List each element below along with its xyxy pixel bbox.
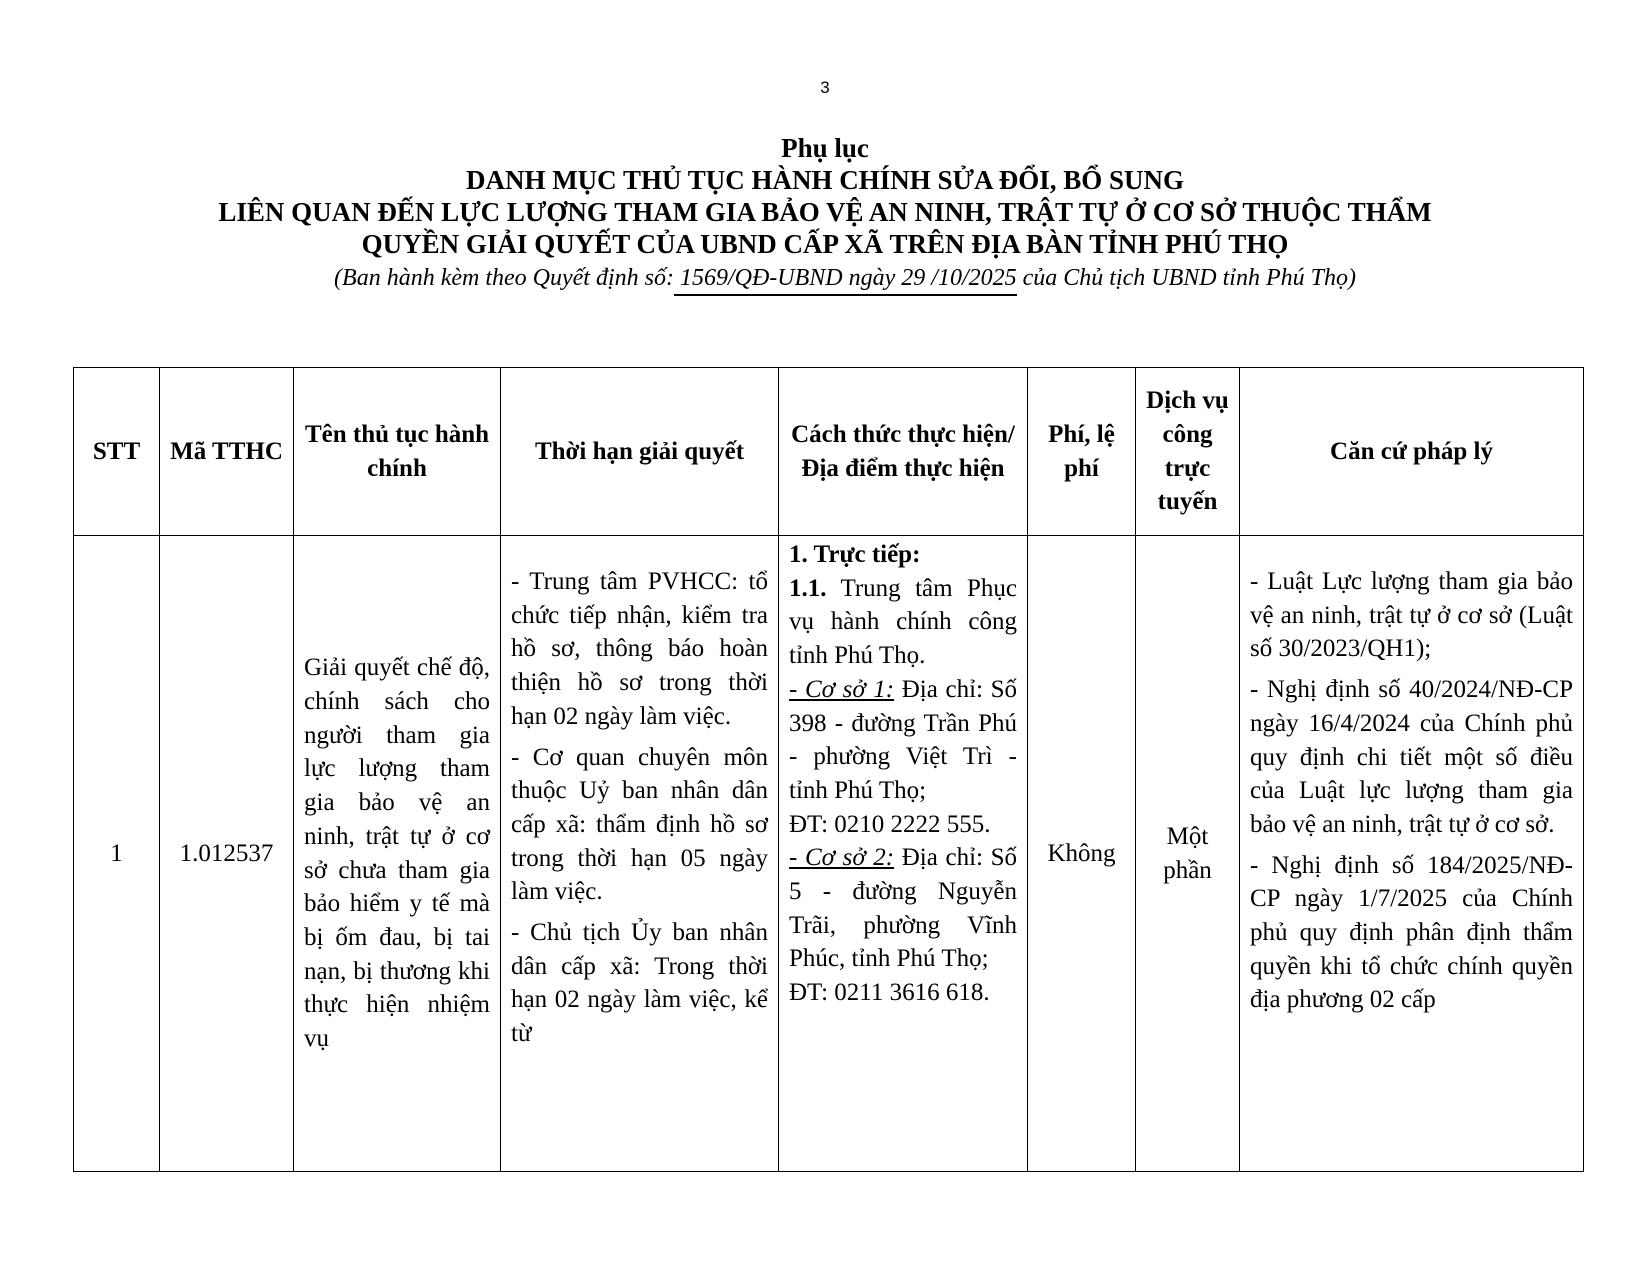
cell-dich-vu-cong: Một phần bbox=[1136, 536, 1240, 1172]
thoi-han-item: - Cơ quan chuyên môn thuộc Uỷ ban nhân dân cấp xã: thẩm định hồ sơ trong thời hạn 05 ngày làm việc. bbox=[511, 743, 768, 906]
header-thoi-han: Thời hạn giải quyết bbox=[501, 368, 779, 536]
cell-can-cu-phap-ly bbox=[1240, 536, 1584, 1172]
header-stt: STT bbox=[74, 368, 160, 536]
method-site-2 bbox=[789, 841, 1017, 976]
method-center bbox=[789, 572, 1017, 673]
legal-basis-item: - Luật Lực lượng tham gia bảo vệ an ninh, trật tự ở cơ sở (Luật số 30/2023/QH1); bbox=[1250, 568, 1573, 663]
issuance-suffix: của Chủ tịch UBND tỉnh Phú Thọ) bbox=[1016, 265, 1356, 291]
thoi-han-item: - Trung tâm PVHCC: tổ chức tiếp nhận, kiểm tra hồ sơ, thông báo hoàn thiện hồ sơ trong thời hạn 02 ngày làm việc. bbox=[511, 568, 768, 730]
method-site-1 bbox=[789, 673, 1017, 808]
legal-basis-item: - Nghị định số 184/2025/NĐ-CP ngày 1/7/2025 của Chính phủ quy định phân định thẩm quyền khi tổ chức chính quyền địa phương 02 cấp bbox=[1250, 851, 1573, 1014]
header-can-cu-phap-ly: Căn cứ pháp lý bbox=[1240, 368, 1584, 536]
site-2-label: - Cơ sở 2: bbox=[789, 844, 895, 872]
site-2-address: Địa chỉ: Số 5 - đường Nguyễn Trãi, phường Vĩnh Phúc, tỉnh Phú Thọ; bbox=[789, 844, 1017, 973]
issuance-prefix: (Ban hành kèm theo Quyết định số: bbox=[334, 265, 674, 291]
site-2-phone: ĐT: 0211 3616 618. bbox=[789, 979, 990, 1007]
cell-stt: 1 bbox=[74, 536, 160, 1172]
cell-ma-tthc: 1.012537 bbox=[160, 536, 294, 1172]
document-heading bbox=[0, 132, 1650, 294]
procedure-table bbox=[73, 367, 1584, 1172]
header-ma-tthc: Mã TTHC bbox=[160, 368, 294, 536]
site-1-address: Địa chỉ: Số 398 - đường Trần Phú - phường Việt Trì - tỉnh Phú Thọ; bbox=[789, 675, 1017, 804]
heading-line-2: LIÊN QUAN ĐẾN LỰC LƯỢNG THAM GIA BẢO VỆ AN NINH, TRẬT TỰ Ở CƠ SỞ THUỘC THẨM bbox=[218, 197, 1432, 227]
method-heading: 1. Trực tiếp: bbox=[789, 541, 921, 568]
site-1-label: - Cơ sở 1: bbox=[789, 675, 895, 703]
method-sub-text: Trung tâm Phục vụ hành chính công tỉnh Phú Thọ. bbox=[789, 574, 1017, 670]
heading-line-1: DANH MỤC THỦ TỤC HÀNH CHÍNH SỬA ĐỔI, BỔ SUNG bbox=[465, 165, 1185, 195]
legal-basis-item: - Nghị định số 40/2024/NĐ-CP ngày 16/4/2024 của Chính phủ quy định chi tiết một số điều của Luật lực lượng tham gia bảo vệ an ninh, trật tự ở cơ sở. bbox=[1250, 676, 1573, 838]
table-row bbox=[74, 536, 1584, 1172]
site-1-phone: ĐT: 0210 2222 555. bbox=[789, 810, 991, 838]
cell-phi-le-phi: Không bbox=[1028, 536, 1136, 1172]
header-cach-thuc: Cách thức thực hiện/Địa điểm thực hiện bbox=[779, 368, 1028, 536]
method-sub-label: 1.1. bbox=[789, 574, 827, 602]
cell-cach-thuc bbox=[779, 536, 1028, 1172]
page-number: 3 bbox=[820, 78, 830, 97]
thoi-han-item: - Chủ tịch Ủy ban nhân dân cấp xã: Trong thời hạn 02 ngày làm việc, kể từ bbox=[511, 919, 768, 1048]
issuance-note bbox=[40, 262, 1650, 294]
header-dich-vu-cong: Dịch vụ công trực tuyến bbox=[1136, 368, 1240, 536]
cell-ten-thu-tuc: Giải quyết chế độ, chính sách cho người tham gia lực lượng tham gia bảo vệ an ninh, trật tự ở cơ sở chưa tham gia bảo hiểm y tế mà bị ốm đau, bị tai nạn, bị thương khi thực hiện nhiệm vụ bbox=[294, 536, 501, 1172]
appendix-title: Phụ lục bbox=[781, 133, 869, 163]
header-phi-le-phi: Phí, lệ phí bbox=[1028, 368, 1136, 536]
decision-number: 1569/QĐ-UBND ngày 29 /10/2025 bbox=[674, 265, 1017, 296]
header-ten-thu-tuc: Tên thủ tục hành chính bbox=[294, 368, 501, 536]
cell-thoi-han bbox=[501, 536, 779, 1172]
table-header-row bbox=[74, 368, 1584, 536]
heading-line-3: QUYỀN GIẢI QUYẾT CỦA UBND CẤP XÃ TRÊN ĐỊA BÀN TỈNH PHÚ THỌ bbox=[361, 229, 1289, 259]
